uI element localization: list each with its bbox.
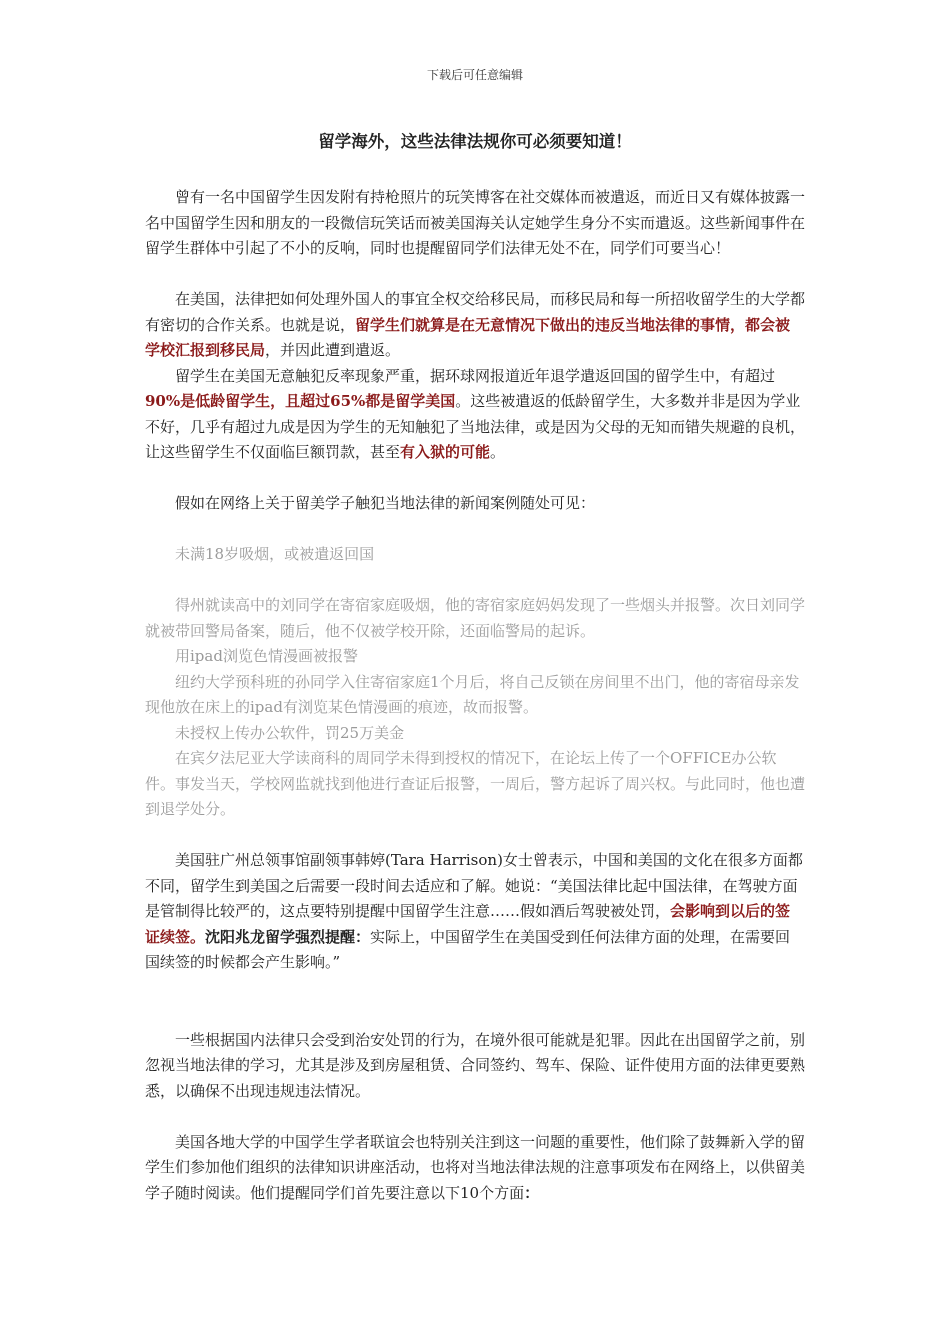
- case-title-ipad: 用ipad浏览色情漫画被报警: [175, 647, 358, 665]
- highlight-text: 90%是低龄留学生，且超过65%都是留学美国: [145, 392, 456, 410]
- paragraph-statistics: [145, 364, 805, 466]
- paragraph-intro: 曾有一名中国留学生因发附有持枪照片的玩笑博客在社交媒体而被遣返，而近日又有媒体披露一名中国留学生因和朋友的一段微信玩笑话而被美国海关认定她学生身分不实而遣返。这些新闻事件在留学生群体中引起了不小的反响，同时也提醒留同学们法律无处不在，同学们可要当心！: [145, 188, 806, 257]
- highlight-text: 会影响到以后的签证续签。: [145, 902, 791, 946]
- paragraph-associations: [145, 1130, 805, 1207]
- text-span: 在美国，法律把如何处理外国人的事宜全权交给移民局，而移民局和每一所招收留学生的大学都有密切的合作关系。也就是说，: [145, 290, 806, 334]
- text-span: 美国各地大学的中国学生学者联谊会也特别关注到这一问题的重要性，他们除了鼓舞新入学的留学生们参加他们组织的法律知识讲座活动，也将对当地法律法规的注意事项发布在网络上，以供留美学子随时阅读。他们提醒同学们首先要注意以下10个方面: [145, 1132, 806, 1202]
- case-title-smoking: 未满18岁吸烟，或被遣返回国: [175, 545, 375, 563]
- bold-text: 沈阳兆龙留学强烈提醒：: [205, 927, 371, 946]
- text-span: 美国驻广州总领事馆副领事韩婷(Tara Harrison)女士曾表示，中国和美国的文化在很多方面都不同，留学生到美国之后需要一段时间去适应和了解。她说：“美国法律比起中国法律，在驾驶方面是管制得比较严的，这点要特别提醒中国留学生注意……假如酒后驾驶被处罚，: [145, 851, 803, 920]
- text-span: 。这些被遣返的低龄留学生，大多数并非是因为学业不好，几乎有超过九成是因为学生的无知触犯了当地法律，或是因为父母的无知而错失规避的良机，让这些留学生不仅面临巨额罚款，甚至: [145, 392, 806, 461]
- text-span: 留学生在美国无意触犯反率现象严重，据环球网报道近年退学遣返回国的留学生中，有超过: [175, 366, 776, 385]
- paragraph-immigration: [145, 287, 805, 364]
- text-span: ，并因此遭到遣返。: [265, 341, 401, 359]
- highlight-text: 留学生们就算是在无意情况下做出的违反当地法律的事情，都会被学校汇报到移民局: [145, 315, 791, 359]
- page-title: 留学海外，这些法律法规你可必须要知道！: [318, 132, 632, 151]
- text-span: 。: [490, 443, 506, 461]
- case-body-software: 在宾夕法尼亚大学读商科的周同学未得到授权的情况下，在论坛上传了一个OFFICE办公软件。事发当天，学校网监就找到他进行查证后报警，一周后，警方起诉了周兴权。与此同时，他也遭到退学处分。: [145, 749, 806, 818]
- paragraph-advice: 一些根据国内法律只会受到治安处罚的行为，在境外很可能就是犯罪。因此在出国留学之前，别忽视当地法律的学习，尤其是涉及到房屋租赁、合同签约、驾车、保险、证件使用方面的法律更要熟悉，以确保不出现违规违法情况。: [145, 1030, 806, 1100]
- article-body: [145, 185, 805, 1206]
- text-span: 实际上，中国留学生在美国受到任何法律方面的处理，在需要回国续签的时候都会产生影响。”: [145, 927, 791, 971]
- paragraph-cases-intro: 假如在网络上关于留美学子触犯当地法律的新闻案例随处可见：: [175, 494, 596, 512]
- case-body-smoking: 得州就读高中的刘同学在寄宿家庭吸烟，他的寄宿家庭妈妈发现了一些烟头并报警。次日刘同学就被带回警局备案，随后，他不仅被学校开除，还面临警局的起诉。: [145, 596, 806, 640]
- header-note: 下载后可任意编辑: [426, 68, 523, 82]
- paragraph-consul-quote: [145, 848, 805, 976]
- case-title-software: 未授权上传办公软件，罚25万美金: [175, 723, 405, 742]
- highlight-text: 有入狱的可能: [400, 443, 491, 461]
- case-body-ipad: 纽约大学预科班的孙同学入住寄宿家庭1个月后，将自己反锁在房间里不出门，他的寄宿母亲发现他放在床上的ipad有浏览某色情漫画的痕迹，故而报警。: [145, 672, 800, 716]
- bold-text: ：: [524, 1183, 540, 1202]
